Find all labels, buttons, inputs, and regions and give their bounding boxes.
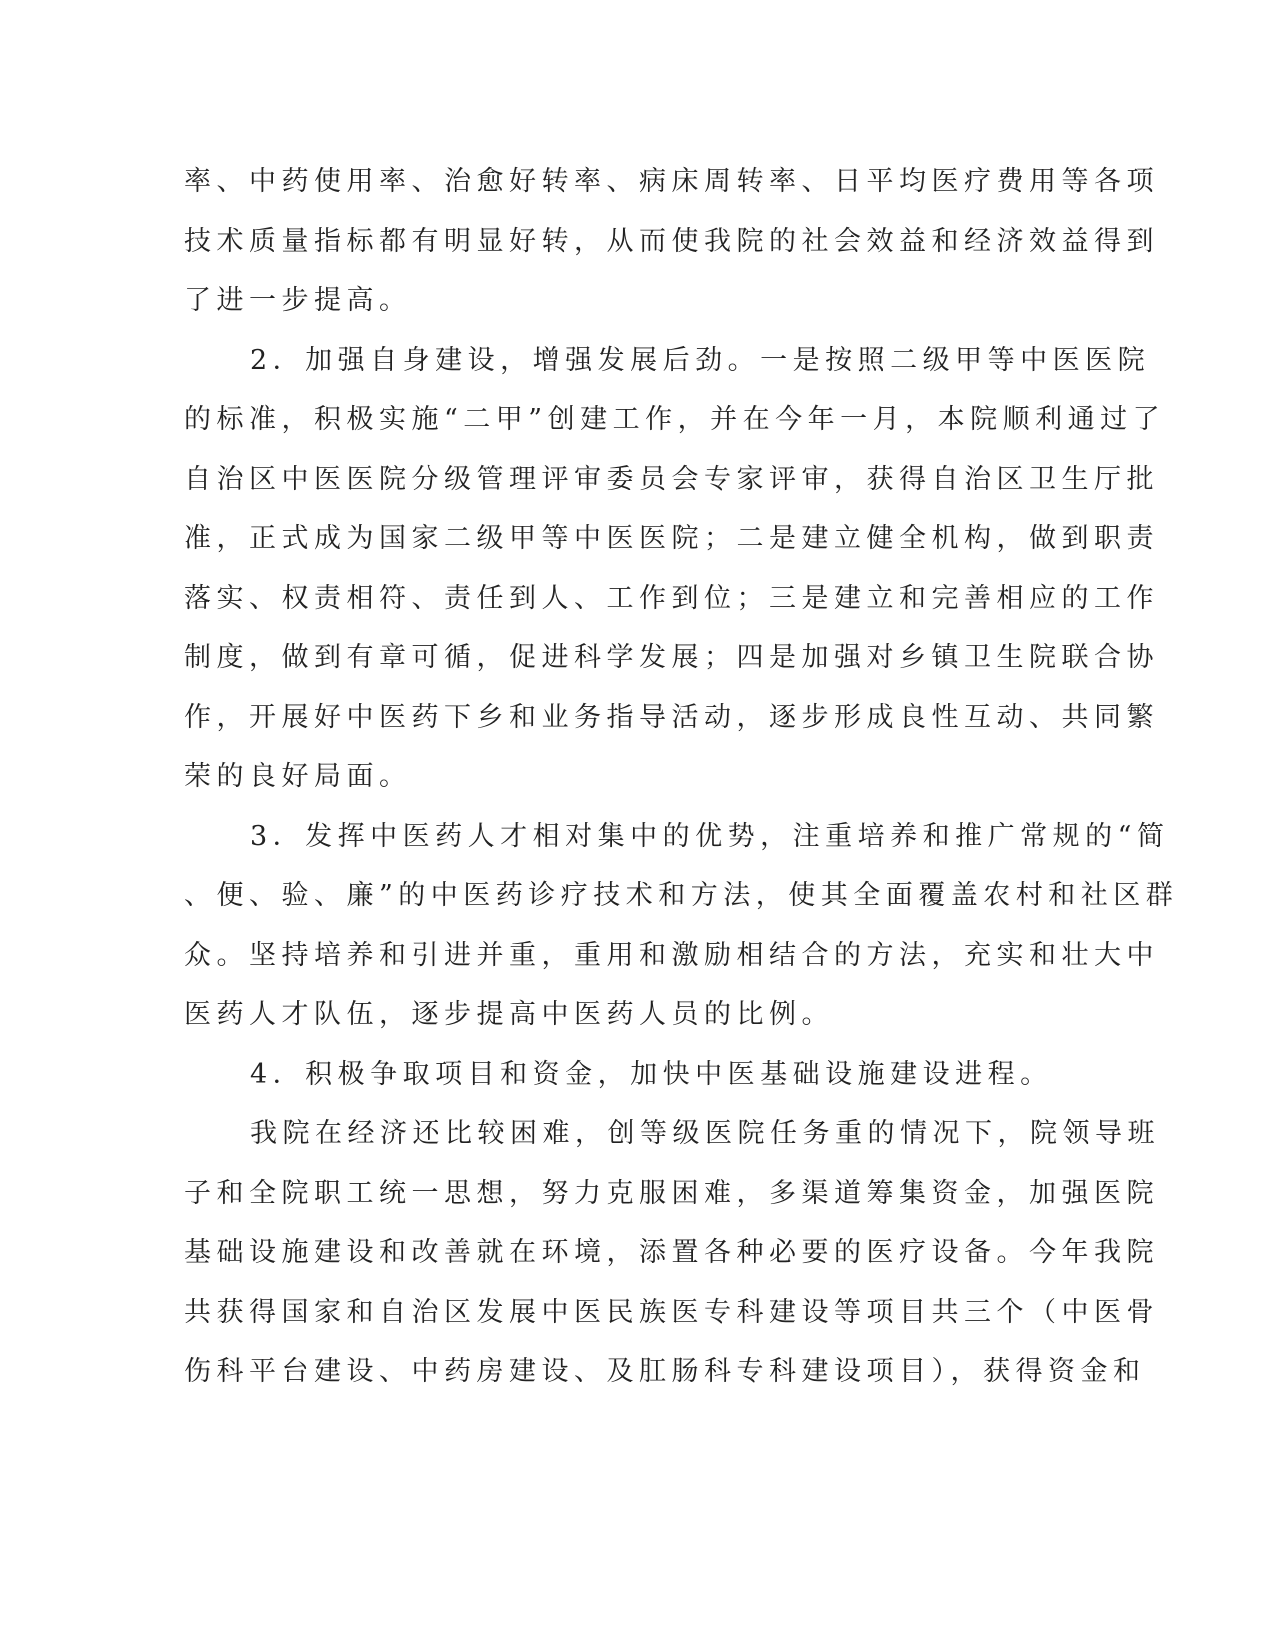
text-line: 、便、验、廉”的中医药诊疗技术和方法，使其全面覆盖农村和社区群 [184,880,1179,911]
text-line: 的标准，积极实施“二甲”创建工作，并在今年一月，本院顺利通过了 [184,404,1166,435]
paragraph-2-start: 2．加强自身建设，增强发展后劲。一是按照二级甲等中医医院 [250,344,1151,376]
text-line: 落实、权责相符、责任到人、工作到位；三是建立和完善相应的工作 [184,582,1159,614]
text-line: 自治区中医医院分级管理评审委员会专家评审，获得自治区卫生厅批 [184,463,1159,495]
text-line: 准，正式成为国家二级甲等中医医院；二是建立健全机构，做到职责 [184,523,1159,554]
text-line: 子和全院职工统一思想，努力克服困难，多渠道筹集资金，加强医院 [184,1177,1159,1209]
text-line: 技术质量指标都有明显好转，从而使我院的社会效益和经济效益得到 [184,225,1159,257]
text-line: 共获得国家和自治区发展中医民族医专科建设等项目共三个（中医骨 [184,1296,1159,1328]
paragraph-3-start: 3．发挥中医药人才相对集中的优势，注重培养和推广常规的“简 [250,820,1170,852]
text-line: 荣的良好局面。 [184,761,412,792]
text-line: 众。坚持培养和引进并重，重用和激励相结合的方法，充实和壮大中 [184,939,1159,971]
paragraph-5-start: 我院在经济还比较困难，创等级医院任务重的情况下，院领导班 [250,1118,1160,1149]
text-line: 了进一步提高。 [184,285,412,316]
text-line: 伤科平台建设、中药房建设、及肛肠科专科建设项目），获得资金和 [184,1356,1146,1387]
text-line: 率、中药使用率、治愈好转率、病床周转率、日平均医疗费用等各项 [184,166,1159,197]
text-line: 制度，做到有章可循，促进科学发展；四是加强对乡镇卫生院联合协 [184,642,1159,673]
text-line: 基础设施建设和改善就在环境，添置各种必要的医疗设备。今年我院 [184,1237,1159,1268]
document-body [184,152,1179,1402]
text-line: 作，开展好中医药下乡和业务指导活动，逐步形成良性互动、共同繁 [184,701,1159,733]
text-line: 医药人才队伍，逐步提高中医药人员的比例。 [184,999,834,1030]
paragraph-4-heading: 4．积极争取项目和资金，加快中医基础设施建设进程。 [250,1058,1053,1090]
